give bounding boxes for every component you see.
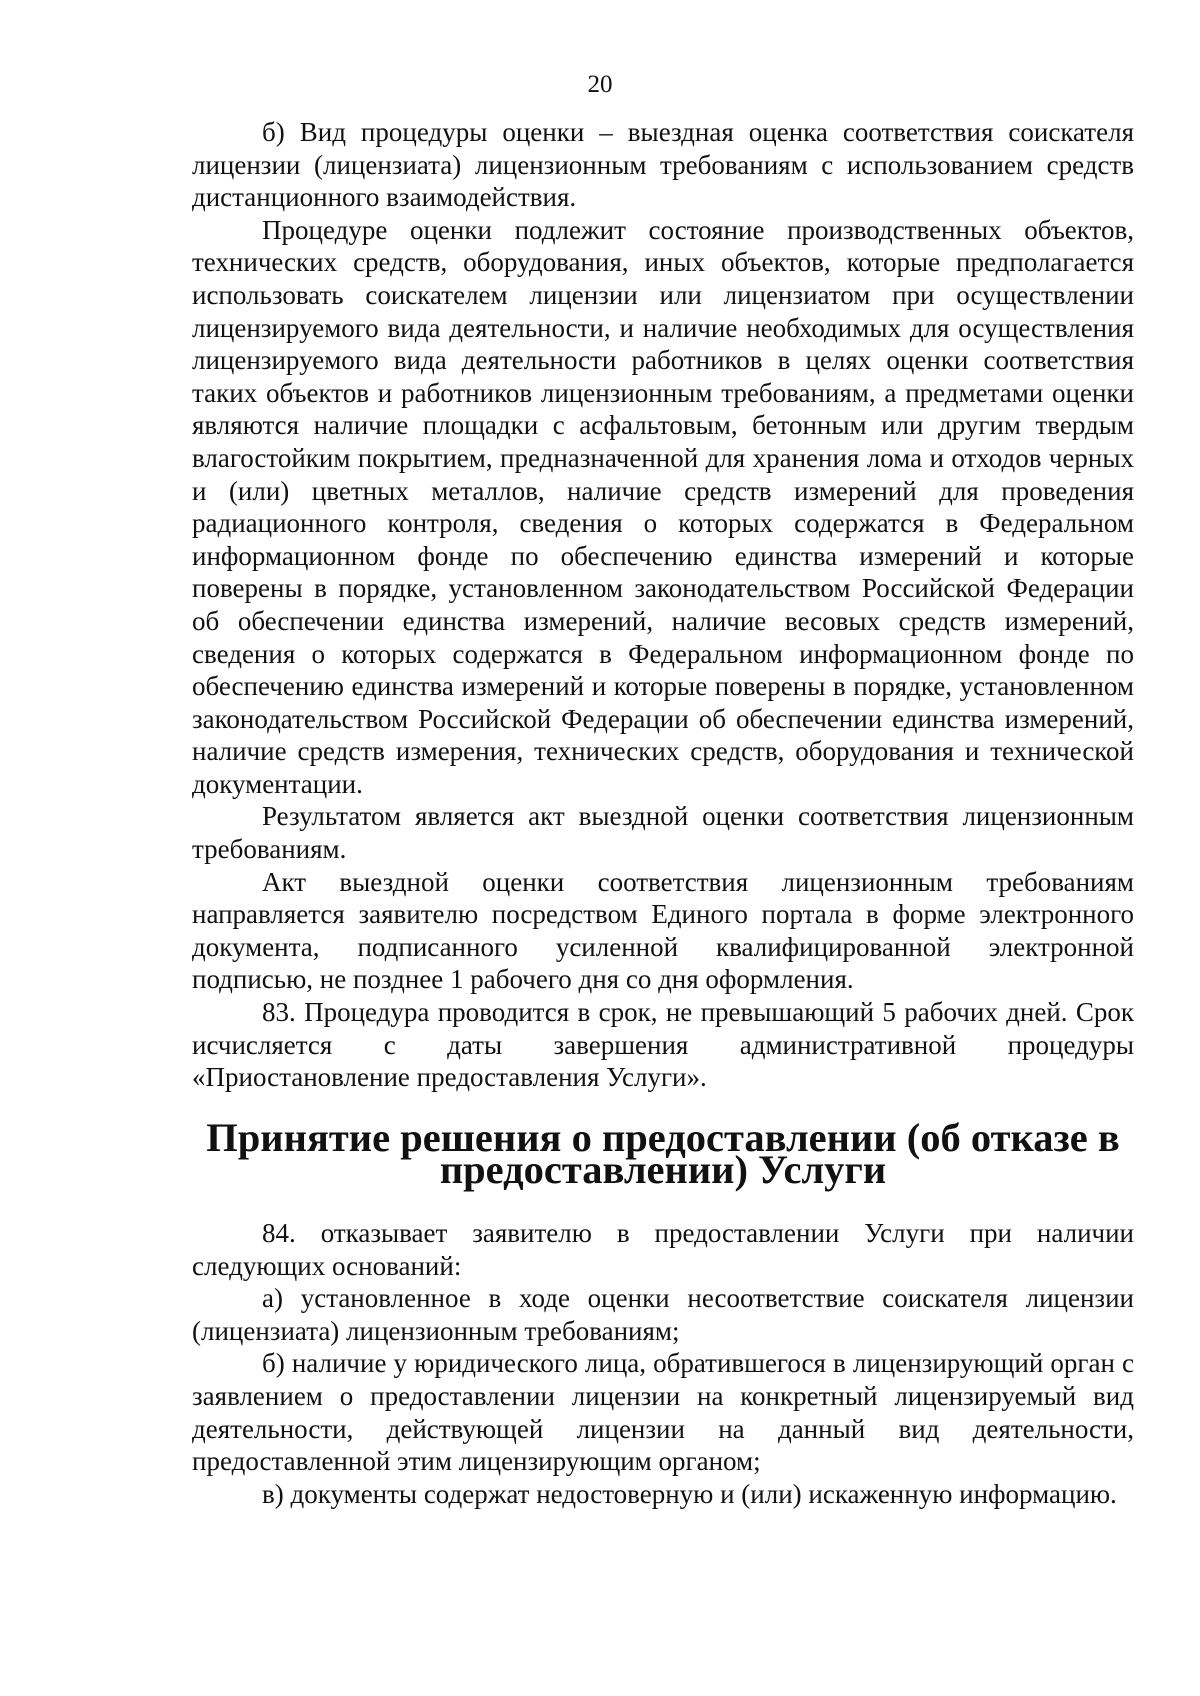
section-heading: Принятие решения о предоставлении (об отказе в предоставлении) Услуги [206, 1114, 1120, 1193]
paragraph-83-deadline: 83. Процедура проводится в срок, не превышающий 5 рабочих дней. Срок исчисляется с даты завершения административной процедуры «Приостановление предоставления Услуги». [192, 997, 1134, 1093]
paragraph-v-false-info: в) документы содержат недостоверную и (или) искаженную информацию. [262, 1478, 1117, 1509]
paragraph-b-existing-license: б) наличие у юридического лица, обратившегося в лицензирующий орган с заявлением о предоставлении лицензии на конкретный лицензируемый вид деятельности, действующей лицензии на данный вид деятельности, предоставленной этим лицензирующим органом; [192, 1348, 1134, 1477]
paragraph-a-nonconformity: а) установленное в ходе оценки несоответствие соискателя лицензии (лицензиата) лицензионным требованиям; [192, 1283, 1134, 1346]
paragraph-act-delivery: Акт выездной оценки соответствия лицензионным требованиям направляется заявителю посредством Единого портала в форме электронного документа, подписанного усиленной квалифицированной электронной подписью, не позднее 1 рабочего дня со дня оформления. [192, 866, 1134, 995]
document-body [192, 116, 1134, 1510]
page-number: 20 [587, 71, 613, 98]
paragraph-assessment-subject: Процедуре оценки подлежит состояние производственных объектов, технических средств, оборудования, иных объектов, которые предполагается использовать соискателем лицензии или лицензиатом при осуществлении лицензируемого вида деятельности, и наличие необходимых для осуществления лицензируемого вида деятельности работников в целях оценки соответствия таких объектов и работников лицензионным требованиям, а предметами оценки являются наличие площадки с асфальтовым, бетонным или другим твердым влагостойким покрытием, предназначенной для хранения лома и отходов черных и (или) цветных металлов, наличие средств измерений для проведения радиационного контроля, сведения о которых содержатся в Федеральном информационном фонде по обеспечению единства измерений и которые поверены в порядке, установленном законодательством Российской Федерации об обеспечении единства измерений, наличие весовых средств измерений, сведения о которых содержатся в Федеральном информационном фонде по обеспечению единства измерений и которые поверены в порядке, установленном законодательством Российской Федерации об обеспечении единства измерений, наличие средств измерения, технических средств, оборудования и технической документации. [192, 214, 1134, 799]
paragraph-84-refusal: 84. отказывает заявителю в предоставлении Услуги при наличии следующих оснований: [192, 1218, 1134, 1281]
paragraph-b-procedure-type: б) Вид процедуры оценки – выездная оценка соответствия соискателя лицензии (лицензиата) лицензионным требованиям с использованием средств дистанционного взаимодействия. [192, 117, 1134, 213]
paragraph-result: Результатом является акт выездной оценки соответствия лицензионным требованиям. [192, 801, 1134, 865]
